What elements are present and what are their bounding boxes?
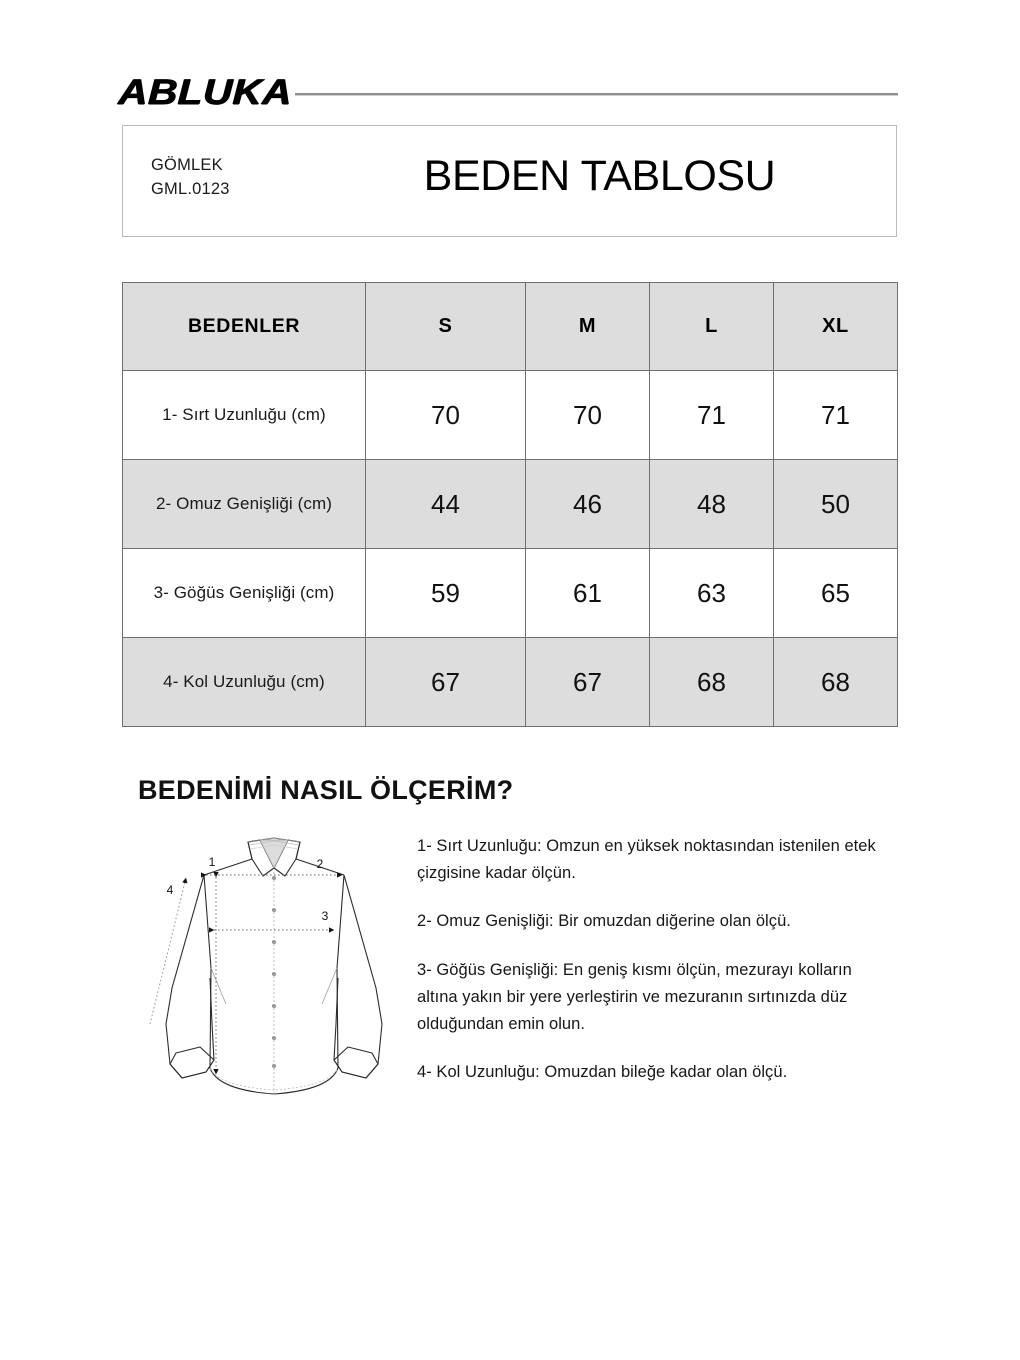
measurement-label: 1- Sırt Uzunluğu (cm)	[123, 371, 366, 460]
abluka-logo: ABLUKA	[117, 71, 293, 112]
measurement-value: 59	[366, 549, 526, 638]
measurement-value: 70	[526, 371, 650, 460]
measurement-label: 2- Omuz Genişliği (cm)	[123, 460, 366, 549]
measurement-value: 68	[774, 638, 898, 727]
measurement-value: 46	[526, 460, 650, 549]
how-to-measure-descriptions	[417, 833, 887, 1086]
product-code-label: GML.0123	[151, 180, 230, 199]
table-row	[123, 460, 898, 549]
diagram-marker-2: 2	[316, 857, 324, 871]
measurement-value: 50	[774, 460, 898, 549]
measurement-value: 67	[366, 638, 526, 727]
table-row	[123, 638, 898, 727]
measurement-value: 61	[526, 549, 650, 638]
measurement-label: 4- Kol Uzunluğu (cm)	[123, 638, 366, 727]
column-header-s: S	[366, 283, 526, 371]
diagram-marker-3: 3	[321, 909, 329, 923]
diagram-marker-4: 4	[166, 883, 174, 897]
measure-description-1: 1- Sırt Uzunluğu: Omzun en yüksek noktasından istenilen etek çizgisine kadar ölçün.	[417, 837, 876, 882]
size-chart-table	[122, 282, 898, 727]
shirt-measurement-diagram	[148, 828, 400, 1113]
measurement-value: 71	[774, 371, 898, 460]
measurement-value: 63	[650, 549, 774, 638]
measurement-value: 65	[774, 549, 898, 638]
page-title: BEDEN TABLOSU	[423, 152, 776, 200]
product-category-label: GÖMLEK	[151, 156, 223, 174]
section-title-how-to-measure: BEDENİMİ NASIL ÖLÇERİM?	[138, 775, 514, 805]
measurement-value: 67	[526, 638, 650, 727]
column-header-xl: XL	[774, 283, 898, 371]
measurement-value: 44	[366, 460, 526, 549]
brand-header	[118, 72, 898, 112]
column-header-m: M	[526, 283, 650, 371]
diagram-marker-1: 1	[208, 855, 216, 869]
measurement-value: 68	[650, 638, 774, 727]
measurement-value: 71	[650, 371, 774, 460]
measure-description-2: 2- Omuz Genişliği: Bir omuzdan diğerine olan ölçü.	[417, 912, 791, 931]
column-header-sizes: BEDENLER	[123, 283, 366, 371]
header-divider-rule	[295, 93, 898, 96]
measure-description-3: 3- Göğüs Genişliği: En geniş kısmı ölçün, mezurayı kolların altına yakın bir yere yerleştirin ve mezuranın sırtınızda düz olduğundan emin olun.	[417, 961, 852, 1033]
measurement-label: 3- Göğüs Genişliği (cm)	[123, 549, 366, 638]
column-header-l: L	[650, 283, 774, 371]
table-row	[123, 549, 898, 638]
measurement-value: 70	[366, 371, 526, 460]
document-header-box	[122, 125, 897, 237]
measurement-value: 48	[650, 460, 774, 549]
measure-description-4: 4- Kol Uzunluğu: Omuzdan bileğe kadar olan ölçü.	[417, 1063, 788, 1082]
table-header-row	[123, 283, 898, 371]
table-row	[123, 371, 898, 460]
